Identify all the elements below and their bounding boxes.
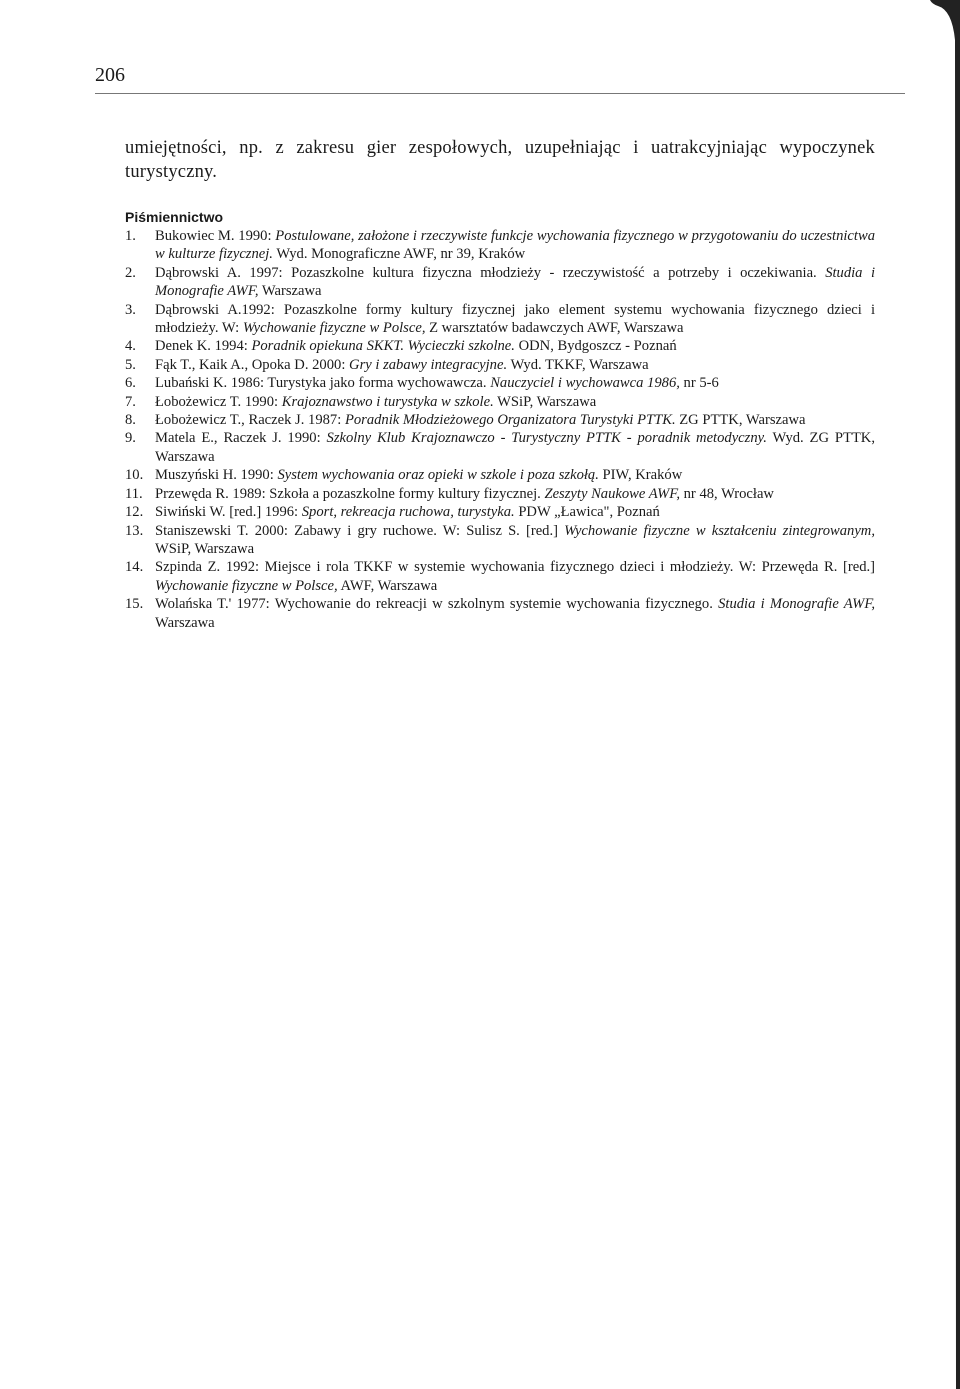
entry-text: Warszawa [258, 283, 322, 300]
entry-text: Wyd. Monograficzne AWF, nr 39, Kraków [272, 246, 526, 263]
bibliography-entry [125, 264, 875, 301]
entry-title: Szkolny Klub Krajoznawczo - Turystyczny PTTK - poradnik metodyczny. [326, 430, 767, 447]
entry-text: Dąbrowski A. 1997: Pozaszkolne kultura fizyczna młodzieży - rzeczywistość a potrzeby i oczekiwania. [155, 264, 826, 281]
page-content [125, 136, 875, 632]
entry-text: ODN, Bydgoszcz - Poznań [514, 338, 677, 355]
entry-title: Sport, rekreacja ruchowa, turystyka. [301, 504, 515, 521]
entry-text: Fąk T., Kaik A., Opoka D. 2000: [155, 356, 350, 373]
entry-text: nr 48, Wrocław [679, 485, 774, 502]
entry-text: Staniszewski T. 2000: Zabawy i gry ruchowe. W: Sulisz S. [red.] [155, 522, 565, 539]
entry-number: 7. [125, 393, 136, 410]
bibliography-entry [125, 595, 875, 632]
bibliography-entry [125, 227, 875, 264]
entry-text: Przewęda R. 1989: Szkoła a pozaszkolne formy kultury fizycznej. [155, 485, 545, 502]
entry-number: 9. [125, 430, 136, 447]
header-rule [95, 93, 905, 94]
entry-text: Matela E., Raczek J. 1990: [155, 430, 327, 447]
entry-text: Wolańska T.' 1977: Wychowanie do rekreacji w szkolnym systemie wychowania fizycznego. [155, 596, 719, 613]
entry-text: Wyd. ZG PTTK, Warszawa [155, 430, 875, 465]
entry-title: Gry i zabawy integracyjne. [349, 356, 508, 373]
entry-text: PDW „Ławica", Poznań [514, 504, 660, 521]
bibliography-entry [125, 466, 875, 484]
entry-number: 8. [125, 412, 136, 429]
bibliography-entry [125, 429, 875, 466]
bibliography-entry [125, 337, 875, 355]
entry-text: Warszawa [155, 614, 215, 631]
entry-text: Muszyński H. 1990: [155, 467, 278, 484]
entry-title: Studia i Monografie AWF, [718, 596, 875, 613]
entry-title: Wychowanie fizyczne w Polsce, [242, 320, 426, 337]
entry-number: 13. [125, 522, 144, 539]
entry-text: Bukowiec M. 1990: [155, 228, 276, 244]
bibliography-entry [125, 393, 875, 411]
entry-text: PIW, Kraków [598, 467, 683, 484]
entry-text: Łobożewicz T., Raczek J. 1987: [155, 412, 345, 429]
entry-title: Poradnik Młodzieżowego Organizatora Turystyki PTTK. [344, 412, 676, 429]
entry-text: Denek K. 1994: [155, 338, 252, 355]
bibliography-entry [125, 522, 875, 559]
entry-number: 6. [125, 375, 136, 392]
page-spine-edge [930, 0, 960, 1389]
entry-text: AWF, Warszawa [337, 577, 438, 594]
bibliography-heading: Piśmiennictwo [125, 209, 224, 225]
bibliography-entry [125, 374, 875, 392]
entry-number: 3. [125, 301, 136, 318]
entry-title: Wychowanie fizyczne w kształceniu zintegrowanym, [564, 522, 875, 539]
intro-paragraph: umiejętności, np. z zakresu gier zespołowych, uzupełniając i uatrakcyjniając wypoczynek turystyczny. [125, 138, 875, 182]
bibliography-entry [125, 558, 875, 595]
entry-title: System wychowania oraz opieki w szkole i poza szkołą. [277, 467, 599, 484]
entry-text: Lubański K. 1986: Turystyka jako forma wychowawcza. [155, 375, 491, 392]
entry-number: 12. [125, 504, 144, 521]
entry-title: Zeszyty Naukowe AWF, [544, 485, 680, 502]
entry-number: 4. [125, 338, 136, 355]
entry-title: Krajoznawstwo i turystyka w szkole. [281, 393, 494, 410]
entry-number: 1. [125, 228, 136, 244]
bibliography-entry [125, 485, 875, 503]
entry-number: 10. [125, 467, 144, 484]
entry-number: 11. [125, 485, 143, 502]
entry-title: Studia i Monografie AWF, [155, 264, 876, 300]
entry-text: Łobożewicz T. 1990: [155, 393, 282, 410]
bibliography-entry [125, 356, 875, 374]
entry-number: 14. [125, 559, 144, 576]
entry-title: Nauczyciel i wychowawca 1986, [490, 375, 680, 392]
entry-text: Siwiński W. [red.] 1996: [155, 504, 302, 521]
entry-text: WSiP, Warszawa [155, 540, 255, 557]
entry-number: 15. [125, 596, 144, 613]
entry-text: Dąbrowski A.1992: Pozaszkolne formy kultury fizycznej jako element systemu wychowania fizycznego dzieci i młodzieży. W: [155, 301, 875, 337]
entry-title: Postulowane, założone i rzeczywiste funkcje wychowania fizycznego w przygotowaniu do uczestnictwa w kulturze fizycznej. [155, 228, 875, 263]
bibliography-entry [125, 503, 875, 521]
entry-text: Wyd. TKKF, Warszawa [507, 356, 649, 373]
entry-text: Szpinda Z. 1992: Miejsce i rola TKKF w systemie wychowania fizycznego dzieci i młodzieży. W: Przewęda R. [red.] [155, 559, 875, 576]
entry-title: Poradnik opiekuna SKKT. Wycieczki szkolne. [251, 338, 515, 355]
entry-title: Wychowanie fizyczne w Polsce, [155, 577, 338, 594]
entry-text: WSiP, Warszawa [493, 393, 597, 410]
entry-text: ZG PTTK, Warszawa [675, 412, 806, 429]
page-number: 206 [95, 64, 125, 86]
entry-text: Z warsztatów badawczych AWF, Warszawa [425, 320, 684, 337]
bibliography-list [125, 227, 875, 632]
entry-number: 2. [125, 264, 136, 281]
bibliography-entry [125, 301, 875, 338]
bibliography-entry [125, 411, 875, 429]
entry-text: nr 5-6 [679, 375, 719, 392]
entry-number: 5. [125, 356, 136, 373]
